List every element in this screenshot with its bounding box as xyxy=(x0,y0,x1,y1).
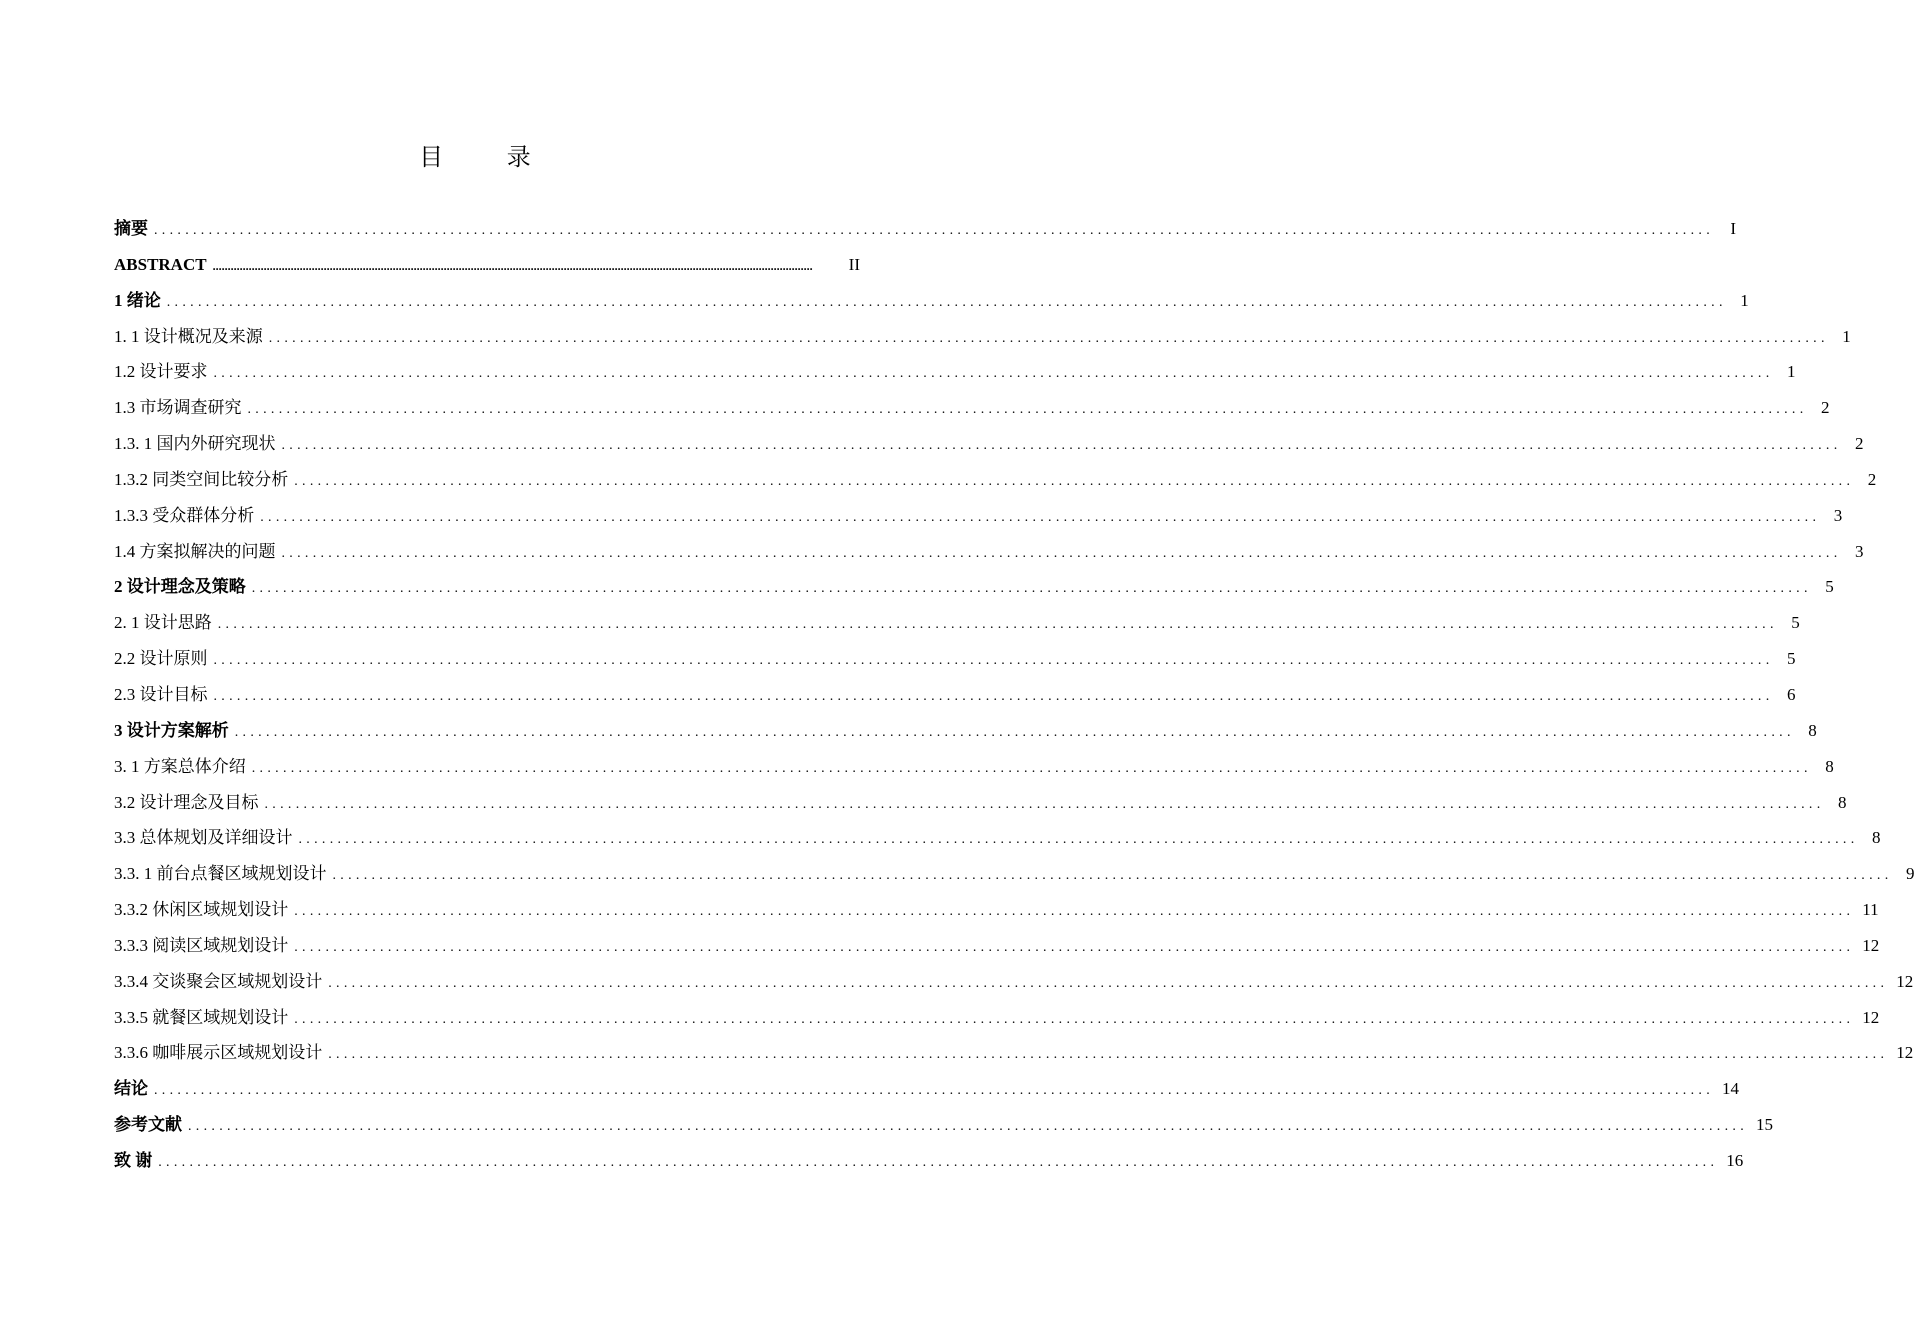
toc-entry-label: 参考文献 xyxy=(114,1115,182,1135)
toc-entry-label: 3.3.5 就餐区域规划设计 xyxy=(114,1007,289,1027)
toc-entry-page: 3 xyxy=(1833,505,1843,525)
toc-entry[interactable] xyxy=(114,785,1847,821)
toc-entry[interactable] xyxy=(114,713,1817,749)
toc-entry-page: 11 xyxy=(1862,900,1879,920)
table-of-contents xyxy=(114,211,1915,1179)
toc-leader-dots: ........................................................................................................................................................................................................ xyxy=(294,939,1855,955)
toc-entry[interactable] xyxy=(114,1000,1880,1036)
toc-entry[interactable] xyxy=(114,534,1864,570)
toc-entry[interactable] xyxy=(114,641,1796,677)
toc-entry-label: 2.2 设计原则 xyxy=(114,649,208,669)
toc-leader-dots: ........................................................................................................................................................................................................ xyxy=(260,509,1821,525)
toc-entry-label: 3.3.2 休闲区域规划设计 xyxy=(114,900,289,920)
toc-entry-page: 12 xyxy=(1862,1007,1880,1027)
toc-leader-dots: ........................................................................................................................................................................................................ xyxy=(158,1154,1719,1170)
toc-entry[interactable] xyxy=(114,462,1877,498)
toc-entry-label: 3.3.3 阅读区域规划设计 xyxy=(114,935,289,955)
toc-entry[interactable] xyxy=(114,498,1843,534)
toc-leader-dots: ........................................................................................................................................................................................................ xyxy=(154,223,1714,238)
toc-entry-label: 3 设计方案解析 xyxy=(114,720,229,740)
toc-leader-dots: ........................................................................................................................................................................................................ xyxy=(294,473,1855,489)
toc-entry-page: 1 xyxy=(1842,326,1851,346)
toc-entry[interactable] xyxy=(114,928,1880,964)
toc-entry-page: 16 xyxy=(1726,1150,1744,1170)
toc-leader-dots: ........................................................................................................................................................................................................ xyxy=(328,975,1889,991)
toc-entry-page: 12 xyxy=(1896,971,1914,991)
toc-entry-label: 3.3.4 交谈聚会区域规划设计 xyxy=(114,971,323,991)
toc-entry-label: 1.3. 1 国内外研究现状 xyxy=(114,434,276,454)
toc-entry[interactable] xyxy=(114,1071,1739,1107)
toc-entry-page: 15 xyxy=(1756,1115,1773,1135)
toc-entry-label: 1.3.2 同类空间比较分析 xyxy=(114,469,289,489)
toc-entry-page: 1 xyxy=(1740,290,1749,310)
toc-entry-page: 1 xyxy=(1787,362,1796,382)
toc-entry-page: 5 xyxy=(1791,613,1800,633)
toc-entry-page: I xyxy=(1730,219,1736,238)
toc-entry[interactable] xyxy=(114,319,1851,355)
toc-entry[interactable] xyxy=(114,211,1736,247)
toc-entry-page: 12 xyxy=(1896,1043,1914,1063)
toc-entry-label: 2 设计理念及策略 xyxy=(114,577,246,597)
toc-entry-label: 3.3.6 咖啡展示区域规划设计 xyxy=(114,1043,323,1063)
toc-entry[interactable] xyxy=(114,569,1834,605)
toc-leader-dots: ........................................................................................................................................................................................................ xyxy=(247,402,1808,418)
toc-leader-dots: ........................................................................................................................................................................................................ xyxy=(217,617,1778,633)
toc-entry[interactable] xyxy=(114,820,1881,856)
toc-leader-dots: ........................................................................................................................................................................................................ xyxy=(234,724,1795,740)
toc-entry-page: 14 xyxy=(1722,1079,1739,1099)
toc-leader-dots: ........................................................................................................................................................................................................ xyxy=(154,1083,1714,1099)
toc-leader-dots: ........................................................................................................................................................................................................ xyxy=(213,653,1774,669)
toc-entry-label: 1.3.3 受众群体分析 xyxy=(114,505,255,525)
toc-entry-page: 8 xyxy=(1808,720,1817,740)
toc-entry[interactable] xyxy=(114,677,1796,713)
toc-entry[interactable] xyxy=(114,1107,1773,1143)
toc-leader-dots: ........................................................................................................................................................................................................ xyxy=(294,1011,1855,1027)
toc-entry[interactable] xyxy=(114,354,1796,390)
page-title: 目 录 xyxy=(419,143,559,172)
toc-entry[interactable] xyxy=(114,283,1749,319)
toc-entry-label: 致 谢 xyxy=(114,1150,153,1170)
toc-entry-label: 1 绪论 xyxy=(114,290,161,310)
toc-entry-page: 8 xyxy=(1838,792,1847,812)
toc-entry-page: 3 xyxy=(1855,541,1864,561)
toc-leader-dots: ........................................................................................................................................................................................................ xyxy=(298,832,1859,848)
toc-leader-dots: ........................................................................................................................................................................................................ xyxy=(213,366,1774,382)
toc-entry-page: 9 xyxy=(1906,864,1915,884)
toc-leader-dots: ........................................................................................................................................................................................................ xyxy=(281,438,1842,454)
toc-entry-label: 1. 1 设计概况及来源 xyxy=(114,326,263,346)
toc-entry-page: II xyxy=(848,254,860,274)
toc-leader-dots: ........................................................................................................................................................................................................ xyxy=(332,868,1893,884)
toc-entry-page: 12 xyxy=(1862,935,1880,955)
toc-entry-label: 1.4 方案拟解决的问题 xyxy=(114,541,276,561)
toc-entry[interactable] xyxy=(114,426,1864,462)
toc-entry[interactable] xyxy=(114,1035,1914,1071)
toc-entry-label: 3.2 设计理念及目标 xyxy=(114,792,259,812)
toc-entry-label: 2.3 设计目标 xyxy=(114,684,208,704)
toc-entry[interactable] xyxy=(114,247,860,283)
toc-leader-dots: ........................................................................................................................................................................................................ xyxy=(264,796,1825,812)
toc-entry-page: 2 xyxy=(1855,434,1864,454)
toc-leader-dots: ........................................................................................................................................................................................................ xyxy=(268,330,1829,346)
toc-entry-page: 2 xyxy=(1821,398,1830,418)
toc-entry-label: 摘要 xyxy=(114,219,148,238)
toc-leader-dots: ........................................................................................................................................................................................................ xyxy=(213,688,1774,704)
toc-entry-label: 2. 1 设计思路 xyxy=(114,613,212,633)
toc-leader-dots: ........................................................................................................................................................................................................ xyxy=(251,581,1812,597)
toc-entry[interactable] xyxy=(114,390,1830,426)
toc-entry-label: 3.3. 1 前台点餐区域规划设计 xyxy=(114,864,327,884)
toc-entry[interactable] xyxy=(114,749,1834,785)
toc-entry-page: 6 xyxy=(1787,684,1796,704)
toc-entry-page: 8 xyxy=(1825,756,1834,776)
toc-leader-dots: ........................................................................................................................................................................................................ xyxy=(251,760,1812,776)
toc-entry-label: 3. 1 方案总体介绍 xyxy=(114,756,246,776)
toc-entry[interactable] xyxy=(114,856,1915,892)
toc-entry-label: ABSTRACT xyxy=(114,254,207,274)
toc-entry-page: 5 xyxy=(1787,649,1796,669)
toc-leader-dots: ........................................................................................................................................................................................................ xyxy=(281,545,1842,561)
toc-entry-label: 1.2 设计要求 xyxy=(114,362,208,382)
toc-entry[interactable] xyxy=(114,892,1879,928)
toc-entry-page: 2 xyxy=(1867,469,1877,489)
toc-leader-dots: ........................................................................................................................................................................................................ xyxy=(188,1119,1748,1135)
toc-leader-dots: ........................................................................................................................................................................................................ xyxy=(166,294,1727,310)
toc-leader-dots: ........................................................................................................................................................................................................ xyxy=(328,1047,1889,1063)
toc-entry-label: 结论 xyxy=(114,1079,148,1099)
toc-entry[interactable] xyxy=(114,1143,1744,1179)
toc-entry-page: 5 xyxy=(1825,577,1834,597)
toc-entry[interactable] xyxy=(114,964,1914,1000)
toc-leader-dots: ........................................................................................................................................................................................................ xyxy=(212,258,813,273)
toc-entry-label: 3.3 总体规划及详细设计 xyxy=(114,828,293,848)
toc-leader-dots: ........................................................................................................................................................................................................ xyxy=(294,904,1855,920)
toc-entry-page: 8 xyxy=(1872,828,1881,848)
toc-entry[interactable] xyxy=(114,605,1800,641)
toc-entry-label: 1.3 市场调查研究 xyxy=(114,398,242,418)
